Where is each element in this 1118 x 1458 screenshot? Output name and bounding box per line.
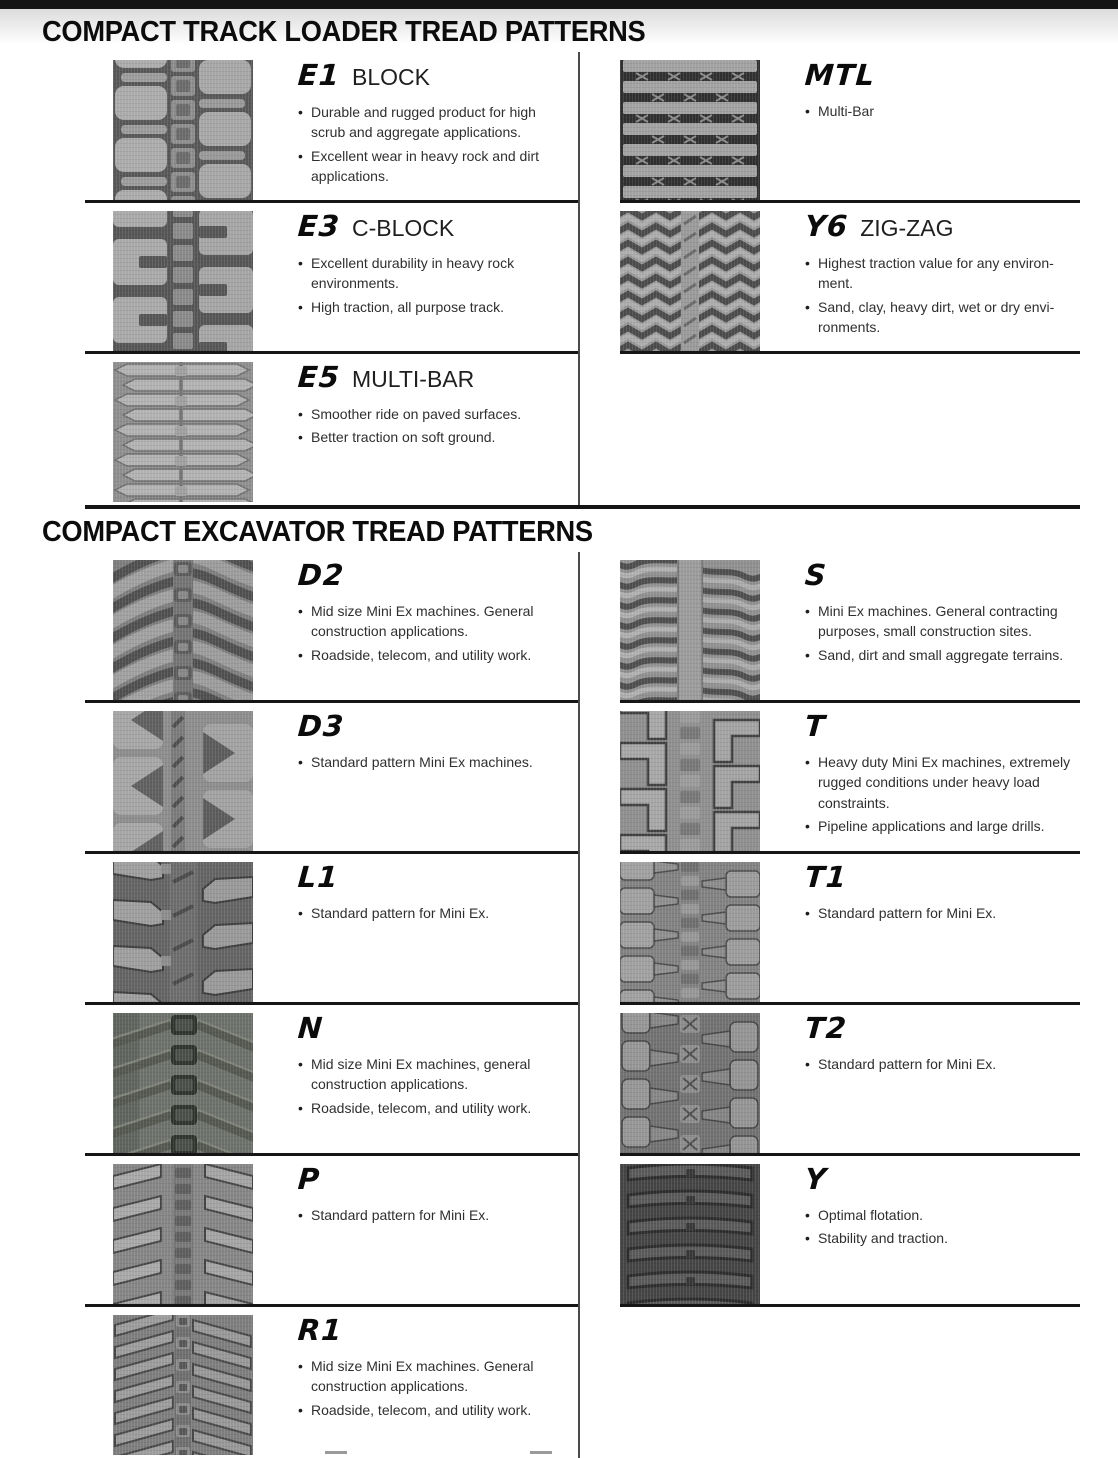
bullet-item: • Mid size Mini Ex machines. General construction applications. (298, 601, 543, 642)
tread-subtitle-label: BLOCK (352, 64, 430, 90)
bullet-item: • High traction, all purpose track. (298, 297, 543, 317)
bullet-item: • Standard pattern for Mini Ex. (298, 1205, 543, 1225)
tread-pattern-image-t (620, 711, 760, 851)
bullet-item: • Durable and rugged product for high scrub and aggregate applications. (298, 102, 543, 143)
tread-bullet-list (805, 1054, 1073, 1074)
tread-title (805, 560, 1073, 590)
tread-title (298, 60, 543, 91)
tread-code-label: L1 (296, 860, 340, 894)
bullet-item: • Heavy duty Mini Ex machines, extremely rugged conditions under heavy load constraints. (805, 752, 1073, 813)
tread-entry-text (298, 1162, 543, 1228)
tread-entry (85, 854, 578, 1005)
bullet-item: • Stability and traction. (805, 1228, 1073, 1248)
tread-title (298, 560, 543, 590)
tread-pattern-image-e3 (113, 211, 253, 351)
tread-title (298, 362, 543, 393)
tread-entry-text (298, 58, 543, 189)
tread-bullet-list (298, 1356, 543, 1420)
tread-bullet-list (805, 253, 1073, 337)
tread-entry-text (805, 860, 1073, 926)
bullet-item: • Roadside, telecom, and utility work. (298, 645, 543, 665)
tread-pattern-image-d3 (113, 711, 253, 851)
bullet-item: • Better traction on soft ground. (298, 427, 543, 447)
tread-title (805, 211, 1073, 242)
tread-bullet-list (298, 601, 543, 665)
tread-entry (620, 552, 1080, 703)
tread-entry-text (805, 209, 1073, 340)
page-top-bar (0, 0, 1118, 9)
bullet-item: • Multi-Bar (805, 101, 1073, 121)
tread-pattern-image-s (620, 560, 760, 700)
tread-pattern-image-t2 (620, 1013, 760, 1153)
tread-pattern-image-d2 (113, 560, 253, 700)
tread-pattern-image-r1 (113, 1315, 253, 1455)
tread-code-label: E1 (296, 58, 342, 92)
tread-entry (620, 203, 1080, 354)
tread-entry (620, 1005, 1080, 1156)
tread-bullet-list (298, 1054, 543, 1118)
tread-entry-text (805, 558, 1073, 668)
track-loader-right-column (578, 52, 1080, 505)
bullet-item: • Roadside, telecom, and utility work. (298, 1400, 543, 1420)
tread-entry-text (805, 709, 1073, 839)
tread-bullet-list (298, 752, 543, 772)
tread-entry-text (298, 1313, 543, 1423)
bullet-item: • Sand, dirt and small aggregate terrains. (805, 645, 1073, 665)
bullet-item: • Mini Ex machines. General contracting purposes, small construction sites. (805, 601, 1073, 642)
tread-code-label: MTL (803, 58, 877, 92)
section-title-text: COMPACT TRACK LOADER TREAD PATTERNS (42, 16, 646, 48)
bullet-item: • Excellent durability in heavy rock environments. (298, 253, 543, 294)
bullet-item: • Highest traction value for any environ-ment. (805, 253, 1073, 294)
tread-entry (85, 203, 578, 354)
tread-code-label: Y6 (803, 209, 850, 243)
tread-code-label: E3 (296, 209, 342, 243)
tread-entry (85, 354, 578, 505)
tread-bullet-list (805, 1205, 1073, 1249)
tread-title (298, 711, 543, 741)
tread-subtitle-label: C-BLOCK (352, 215, 455, 241)
tread-bullet-list (298, 253, 543, 317)
tread-code-label: N (296, 1011, 325, 1045)
tread-entry (85, 1005, 578, 1156)
tread-pattern-image-p (113, 1164, 253, 1304)
tread-pattern-image-n (113, 1013, 253, 1153)
excavator-right-column (578, 552, 1080, 1458)
tread-code-label: D2 (296, 558, 346, 592)
tread-entry-text (298, 1011, 543, 1121)
track-loader-section (85, 52, 1080, 505)
bullet-item: • Pipeline applications and large drills. (805, 816, 1073, 836)
tread-code-label: T (803, 709, 827, 743)
bullet-item: • Excellent wear in heavy rock and dirt applications. (298, 146, 543, 187)
bullet-item: • Standard pattern for Mini Ex. (298, 903, 543, 923)
tread-pattern-image-y6 (620, 211, 760, 351)
tread-bullet-list (298, 1205, 543, 1225)
excavator-section (85, 552, 1080, 1458)
section-title-excavator (0, 509, 1118, 552)
tread-subtitle-label: ZIG-ZAG (860, 215, 954, 241)
section-title-text: COMPACT EXCAVATOR TREAD PATTERNS (42, 516, 593, 548)
tread-code-label: T2 (803, 1011, 849, 1045)
tread-entry (85, 52, 578, 203)
tread-entry-text (298, 558, 543, 668)
tread-entry (85, 1307, 578, 1458)
tread-code-label: T1 (803, 860, 849, 894)
bullet-item: • Standard pattern for Mini Ex. (805, 1054, 1073, 1074)
bullet-item: • Standard pattern Mini Ex machines. (298, 752, 543, 772)
tread-entry-text (298, 709, 543, 775)
tread-title (298, 1013, 543, 1043)
bullet-item: • Mid size Mini Ex machines. General construction applications. (298, 1356, 543, 1397)
section-title-track-loader (0, 9, 1118, 52)
tread-bullet-list (805, 752, 1073, 836)
tread-title (805, 1164, 1073, 1194)
tread-entry (620, 52, 1080, 203)
tread-code-label: Y (803, 1162, 829, 1196)
bullet-item: • Roadside, telecom, and utility work. (298, 1098, 543, 1118)
tread-bullet-list (298, 903, 543, 923)
tread-entry (620, 854, 1080, 1005)
tread-entry (85, 1156, 578, 1307)
tread-code-label: R1 (296, 1313, 344, 1347)
tread-pattern-image-t1 (620, 862, 760, 1002)
tread-entry-text (298, 360, 543, 451)
tread-pattern-image-l1 (113, 862, 253, 1002)
bullet-item: • Mid size Mini Ex machines, general construction applications. (298, 1054, 543, 1095)
tread-title (805, 1013, 1073, 1043)
bullet-item: • Sand, clay, heavy dirt, wet or dry envi-ronments. (805, 297, 1073, 338)
tread-bullet-list (805, 601, 1073, 665)
tread-entry (620, 703, 1080, 854)
tread-pattern-image-e1 (113, 60, 253, 200)
tread-code-label: P (296, 1162, 322, 1196)
tread-title (805, 711, 1073, 741)
tread-title (298, 1164, 543, 1194)
bullet-item: • Standard pattern for Mini Ex. (805, 903, 1073, 923)
tread-pattern-image-y (620, 1164, 760, 1304)
tread-title (805, 862, 1073, 892)
tread-bullet-list (298, 102, 543, 186)
tread-entry (620, 1156, 1080, 1307)
tread-code-label: S (803, 558, 829, 592)
tread-code-label: D3 (296, 709, 346, 743)
tread-entry-text (298, 860, 543, 926)
tread-code-label: E5 (296, 360, 342, 394)
tread-title (298, 1315, 543, 1345)
tread-entry-text (805, 58, 1073, 124)
tread-bullet-list (805, 101, 1073, 121)
tread-bullet-list (298, 404, 543, 448)
tread-entry (85, 703, 578, 854)
tread-title (298, 211, 543, 242)
tread-entry (85, 552, 578, 703)
tread-entry-text (805, 1162, 1073, 1252)
tread-pattern-image-mtl (620, 60, 760, 200)
bullet-item: • Optimal flotation. (805, 1205, 1073, 1225)
tread-bullet-list (805, 903, 1073, 923)
tread-pattern-image-e5 (113, 362, 253, 502)
tread-entry-text (298, 209, 543, 320)
track-loader-left-column (85, 52, 578, 505)
bullet-item: • Smoother ride on paved surfaces. (298, 404, 543, 424)
tread-entry-text (805, 1011, 1073, 1077)
excavator-left-column (85, 552, 578, 1458)
tread-title (298, 862, 543, 892)
tread-subtitle-label: MULTI-BAR (352, 366, 475, 392)
tread-title (805, 60, 1073, 90)
